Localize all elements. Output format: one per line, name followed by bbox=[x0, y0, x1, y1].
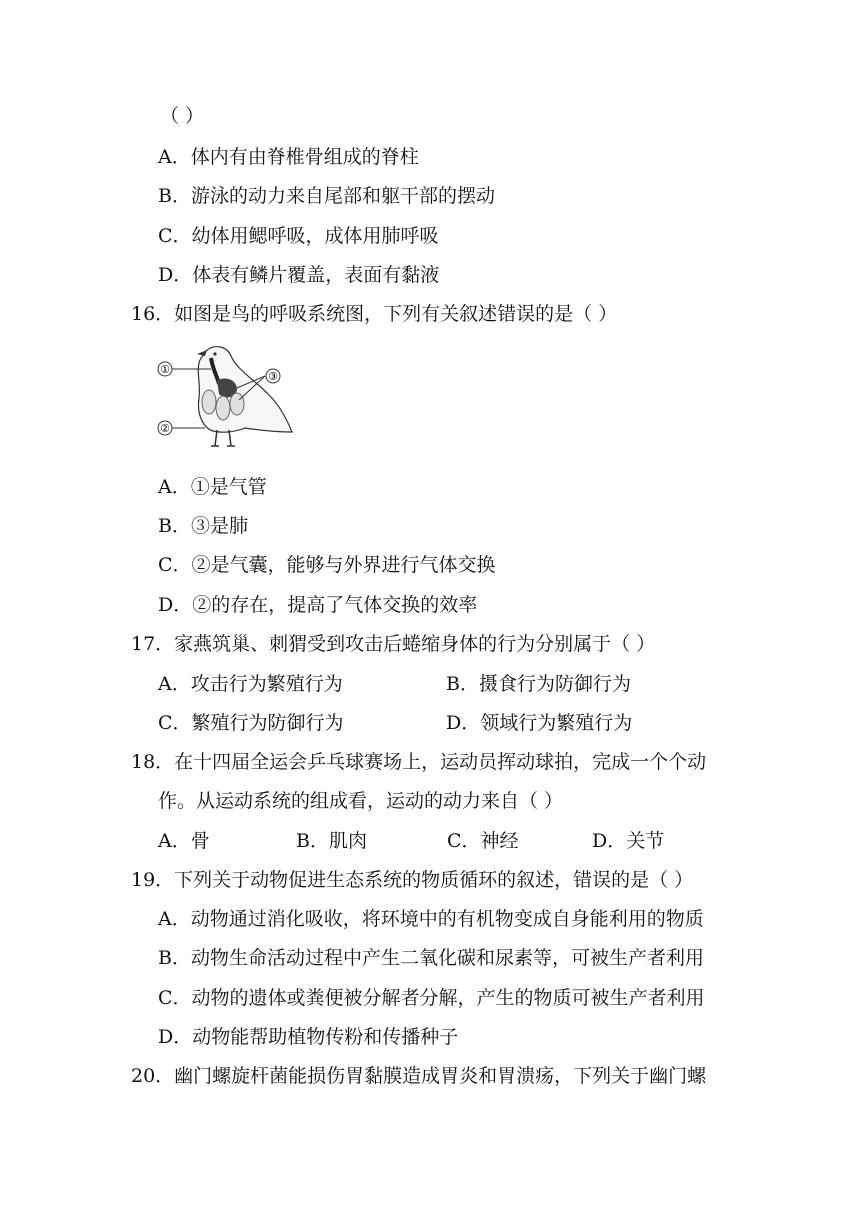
q19-option-c: C．动物的遗体或粪便被分解者分解，产生的物质可被生产者利用 bbox=[158, 987, 705, 1009]
q18-option-c: C．神经 bbox=[447, 830, 519, 852]
q17-option-b: B．摄食行为防御行为 bbox=[446, 673, 631, 695]
q18-stem-line1: 18．在十四届全运会乒乓球赛场上，运动员挥动球拍，完成一个个动 bbox=[131, 751, 707, 773]
q17-option-a: A．攻击行为繁殖行为 bbox=[158, 673, 343, 695]
q19-option-d: D．动物能帮助植物传粉和传播种子 bbox=[158, 1026, 459, 1048]
q17-option-d: D．领域行为繁殖行为 bbox=[446, 712, 633, 734]
q18-stem-line2: 作。从运动系统的组成看，运动的动力来自（ ） bbox=[158, 790, 564, 812]
q16-stem: 16．如图是鸟的呼吸系统图，下列有关叙述错误的是（ ） bbox=[131, 303, 618, 325]
q15-option-a: A．体内有由脊椎骨组成的脊柱 bbox=[158, 146, 419, 168]
q19-option-b: B．动物生命活动过程中产生二氧化碳和尿素等，可被生产者利用 bbox=[158, 947, 704, 969]
q16-option-c: C．②是气囊，能够与外界进行气体交换 bbox=[158, 554, 496, 576]
q16-option-d: D．②的存在，提高了气体交换的效率 bbox=[158, 594, 478, 616]
air-sac bbox=[230, 393, 244, 415]
bird-respiratory-figure bbox=[155, 340, 295, 455]
q19-option-a: A．动物通过消化吸收，将环境中的有机物变成自身能利用的物质 bbox=[158, 908, 704, 930]
figure-label-2: ② bbox=[160, 422, 170, 435]
q19-stem: 19．下列关于动物促进生态系统的物质循环的叙述，错误的是（ ） bbox=[131, 869, 694, 891]
q17-stem: 17．家燕筑巢、刺猬受到攻击后蜷缩身体的行为分别属于（ ） bbox=[131, 633, 656, 655]
q17-option-c: C．繁殖行为防御行为 bbox=[158, 712, 344, 734]
figure-label-3: ③ bbox=[268, 370, 278, 383]
q16-option-a: A．①是气管 bbox=[158, 476, 267, 498]
q18-option-a: A．骨 bbox=[158, 830, 210, 852]
q15-answer-blank: （ ） bbox=[160, 105, 205, 127]
q15-option-c: C．幼体用鳃呼吸，成体用肺呼吸 bbox=[158, 225, 439, 247]
q15-option-b: B．游泳的动力来自尾部和躯干部的摆动 bbox=[158, 185, 495, 207]
figure-label-1: ① bbox=[160, 363, 170, 376]
q20-stem: 20．幽门螺旋杆菌能损伤胃黏膜造成胃炎和胃溃疡，下列关于幽门螺 bbox=[131, 1065, 707, 1087]
q18-option-d: D．关节 bbox=[592, 830, 665, 852]
q16-option-b: B．③是肺 bbox=[158, 515, 248, 537]
q15-option-d: D．体表有鳞片覆盖，表面有黏液 bbox=[158, 264, 440, 286]
q18-option-b: B．肌肉 bbox=[296, 830, 367, 852]
air-sac bbox=[216, 396, 230, 420]
air-sac bbox=[202, 390, 216, 414]
